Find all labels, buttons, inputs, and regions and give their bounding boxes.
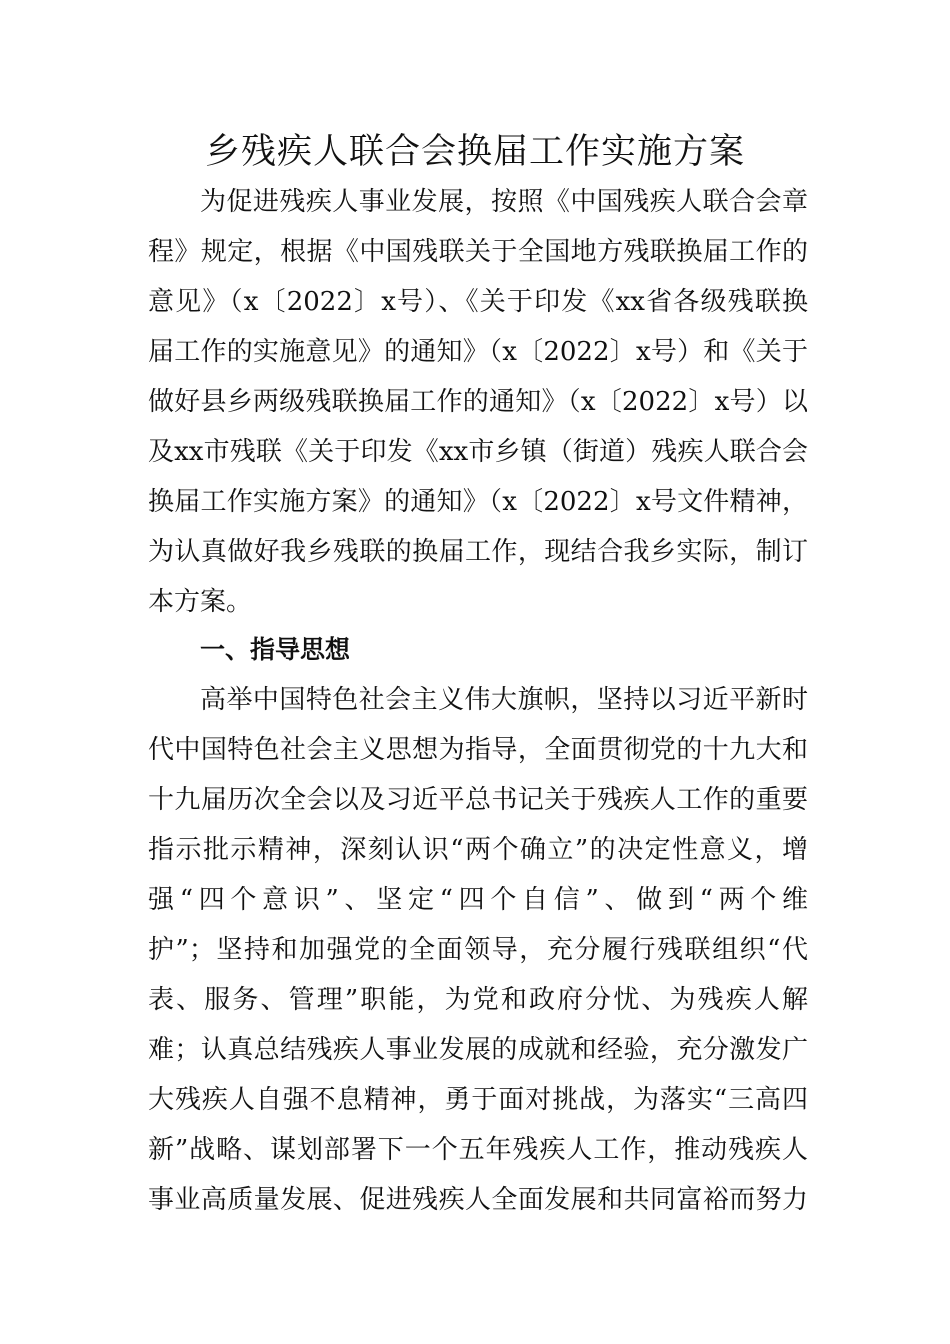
paragraph-1-line: 为促进残疾人事业发展，按照《中国残疾人联合会章 <box>200 187 808 217</box>
paragraph-1-line: 届工作的实施意见》的通知》（x〔2022〕x号）和《关于 <box>148 337 808 367</box>
paragraph-1-line: 为认真做好我乡残联的换届工作，现结合我乡实际，制订 <box>148 537 808 567</box>
paragraph-2-line: 十九届历次全会以及习近平总书记关于残疾人工作的重要 <box>148 785 808 815</box>
paragraph-2-line: 指示批示精神，深刻认识“两个确立”的决定性意义，增 <box>148 835 808 865</box>
paragraph-2-line: 护”；坚持和加强党的全面领导，充分履行残联组织“代 <box>148 935 808 965</box>
paragraph-2-line: 大残疾人自强不息精神，勇于面对挑战，为落实“三高四 <box>148 1085 808 1115</box>
paragraph-1-line: 做好县乡两级残联换届工作的通知》（x〔2022〕x号）以 <box>148 387 808 417</box>
paragraph-2-line: 代中国特色社会主义思想为指导，全面贯彻党的十九大和 <box>148 735 808 765</box>
paragraph-1-line: 程》规定，根据《中国残联关于全国地方残联换届工作的 <box>148 237 808 267</box>
paragraph-2-line: 表、服务、管理”职能，为党和政府分忧、为残疾人解 <box>148 985 808 1015</box>
paragraph-1-line: 换届工作实施方案》的通知》（x〔2022〕x号文件精神， <box>148 487 808 517</box>
section-heading: 一、指导思想 <box>200 635 351 664</box>
paragraph-2-line: 难；认真总结残疾人事业发展的成就和经验，充分激发广 <box>148 1035 808 1065</box>
paragraph-2-line: 新”战略、谋划部署下一个五年残疾人工作，推动残疾人 <box>148 1135 808 1165</box>
document-title: 乡残疾人联合会换届工作实施方案 <box>204 132 745 172</box>
paragraph-2-line: 强“四个意识”、坚定“四个自信”、做到“两个维 <box>148 885 808 915</box>
paragraph-1-line: 意见》（x〔2022〕x号）、《关于印发《xx省各级残联换 <box>148 287 808 317</box>
paragraph-2-line: 高举中国特色社会主义伟大旗帜，坚持以习近平新时 <box>200 685 808 715</box>
paragraph-1-line: 本方案。 <box>148 587 253 617</box>
paragraph-1-line: 及xx市残联《关于印发《xx市乡镇（街道）残疾人联合会 <box>148 437 808 467</box>
paragraph-2-line: 事业高质量发展、促进残疾人全面发展和共同富裕而努力 <box>148 1185 808 1215</box>
